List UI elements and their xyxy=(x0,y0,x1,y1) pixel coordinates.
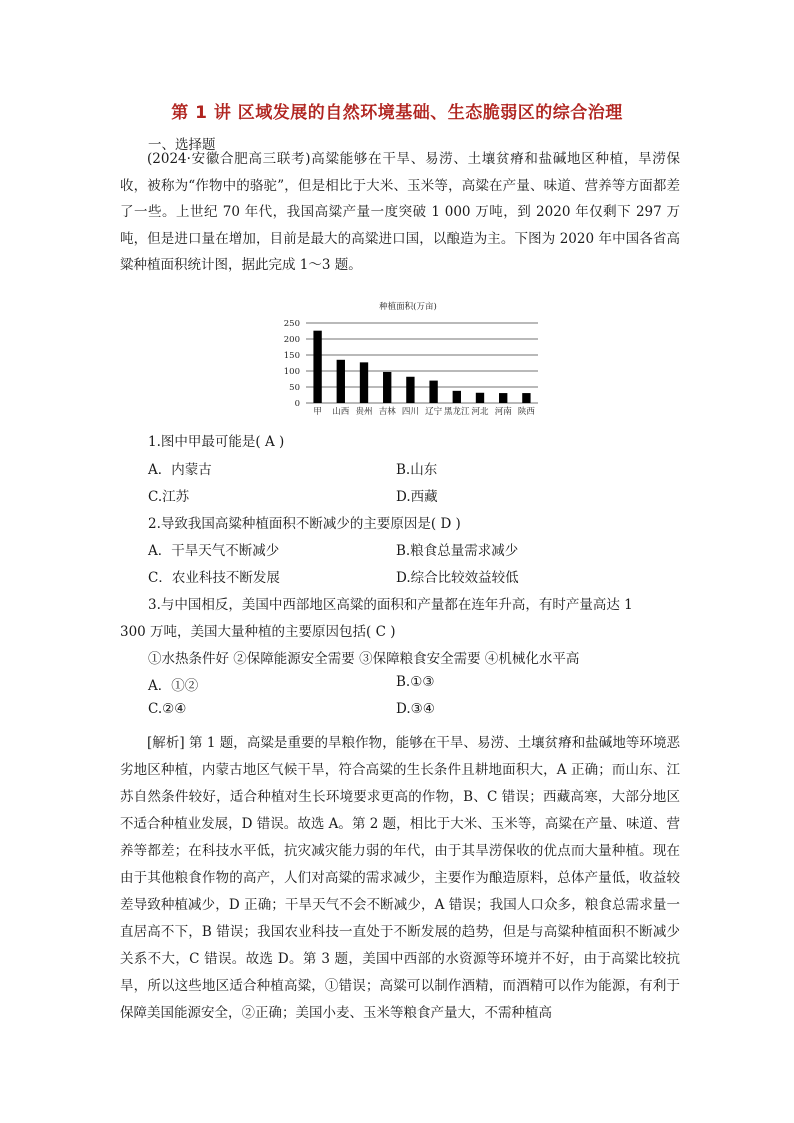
chart-bar xyxy=(383,372,391,403)
question-1-stem: 1.图中甲最可能是( A ) xyxy=(148,434,285,450)
explanation-block xyxy=(120,730,680,1027)
question-2-option-d[interactable]: D.综合比较效益较低 xyxy=(396,570,519,586)
question-3-stem-line2: 300 万吨，美国大量种植的主要原因包括( C ) xyxy=(120,624,396,640)
question-1-option-d[interactable]: D.西藏 xyxy=(396,489,438,505)
chart-y-tick-label: 150 xyxy=(283,351,300,361)
chart-bars xyxy=(313,331,530,403)
chart-y-tick-label: 250 xyxy=(283,319,300,329)
chart-y-tick-label: 50 xyxy=(289,383,300,393)
chart-bar xyxy=(499,393,507,403)
chart-x-tick-label: 甲 xyxy=(313,407,322,417)
chart-x-tick-label: 陕西 xyxy=(517,407,535,417)
chart-y-tick-label: 0 xyxy=(294,399,300,409)
question-3-option-d[interactable]: D.③④ xyxy=(396,701,435,717)
chart-x-tick-label: 黑龙江 xyxy=(444,407,470,417)
explanation-text: [解析] 第 1 题，高粱是重要的旱粮作物，能够在干旱、易涝、土壤贫瘠和盐碱地等环境恶劣地区种植，内蒙古地区气候干旱，符合高粱的生长条件且耕地面积大，A 正确；而山东、江苏自然条件较好，适合种植对生长环境要求更高的作物，B、C 错误；西藏高寒，大部分地区不适合种植业发展，D 错误。故选 A。第 2 题，相比于大米、玉米等，高粱在产量、味道、营养等都差；在科技水平低，抗灾减灾能力弱的年代，由于其旱涝保收的优点而大量种植。现在由于其他粮食作物的高产，人们对高粱的需求减少，主要作为酿造原料，总体产量低，收益较差导致种植减少，D 正确；干旱天气不会不断减少，A 错误；我国人口众多，粮食总需求量一直居高不下，B 错误；我国农业科技一直处于不断发展的趋势，但是与高粱种植面积不断减少关系不大，C 错误。故选 D。第 3 题，美国中西部的水资源等环境并不好，由于高粱比较抗旱，所以这些地区适合种植高粱，①错误；高粱可以制作酒精，而酒精可以作为能源，有利于保障美国能源安全，②正确；美国小麦、玉米等粮食产量大，不需种植高 xyxy=(120,735,680,1021)
chart-bar xyxy=(453,391,461,403)
chart-bar xyxy=(476,393,484,403)
chart-x-tick-label: 河南 xyxy=(494,407,512,417)
chart-x-tick-label: 山西 xyxy=(332,407,350,417)
chart-x-tick-label: 辽宁 xyxy=(425,407,443,417)
question-1-option-c[interactable]: C.江苏 xyxy=(148,489,190,505)
chart-x-tick-label: 贵州 xyxy=(355,407,373,417)
question-2-option-c[interactable]: C．农业科技不断发展 xyxy=(148,570,280,586)
chart-title: 种植面积(万亩) xyxy=(379,302,437,312)
chart-x-tick-label: 吉林 xyxy=(378,407,396,417)
chart-bar xyxy=(522,393,530,403)
chart-bar xyxy=(406,377,414,403)
question-3-choices: ①水热条件好 ②保障能源安全需要 ③保障粮食安全需要 ④机械化水平高 xyxy=(148,651,580,667)
chart-y-tick-label: 100 xyxy=(283,367,300,377)
question-1-option-a[interactable]: A．内蒙古 xyxy=(148,462,212,478)
question-3-option-b[interactable]: B.①③ xyxy=(396,674,435,690)
question-3-stem-line1: 3.与中国相反，美国中西部地区高粱的面积和产量都在连年升高，有时产量高达 1 xyxy=(148,597,633,613)
question-2-option-b[interactable]: B.粮食总量需求减少 xyxy=(396,543,519,559)
section-heading: 一、选择题 xyxy=(148,137,216,153)
chart-bar xyxy=(360,362,368,403)
chart-x-ticks xyxy=(313,406,535,417)
question-3-option-a[interactable]: A．①② xyxy=(148,678,199,694)
chart-bar xyxy=(337,360,345,403)
intro-paragraph-block xyxy=(120,146,680,279)
chart-bar xyxy=(313,331,321,403)
sorghum-area-bar-chart xyxy=(276,294,546,420)
chart-x-tick-label: 河北 xyxy=(471,407,489,417)
chart-x-tick-label: 四川 xyxy=(401,407,419,417)
lesson-title: 第 1 讲 区域发展的自然环境基础、生态脆弱区的综合治理 xyxy=(171,103,623,123)
question-3-option-c[interactable]: C.②④ xyxy=(148,701,187,717)
chart-y-ticks xyxy=(284,319,300,409)
question-1-option-b[interactable]: B.山东 xyxy=(396,462,438,478)
chart-bar xyxy=(429,381,437,403)
intro-paragraph: (2024·安徽合肥高三联考)高粱能够在干旱、易涝、土壤贫瘠和盐碱地区种植，旱涝保收，被称为“作物中的骆驼”，但是相比于大米、玉米等，高粱在产量、味道、营养等方面都差了一些。上世纪 70 年代，我国高粱产量一度突破 1 000 万吨，到 2020 年仅剩下 297 万吨，但是进口量在增加，目前是最大的高粱进口国，以酿造为主。下图为 2020 年中国各省高粱种植面积统计图，据此完成 1～3 题。 xyxy=(120,151,680,273)
chart-y-tick-label: 200 xyxy=(283,335,300,345)
question-2-stem: 2.导致我国高粱种植面积不断减少的主要原因是( D ) xyxy=(148,516,461,532)
question-2-option-a[interactable]: A．干旱天气不断减少 xyxy=(148,543,280,559)
